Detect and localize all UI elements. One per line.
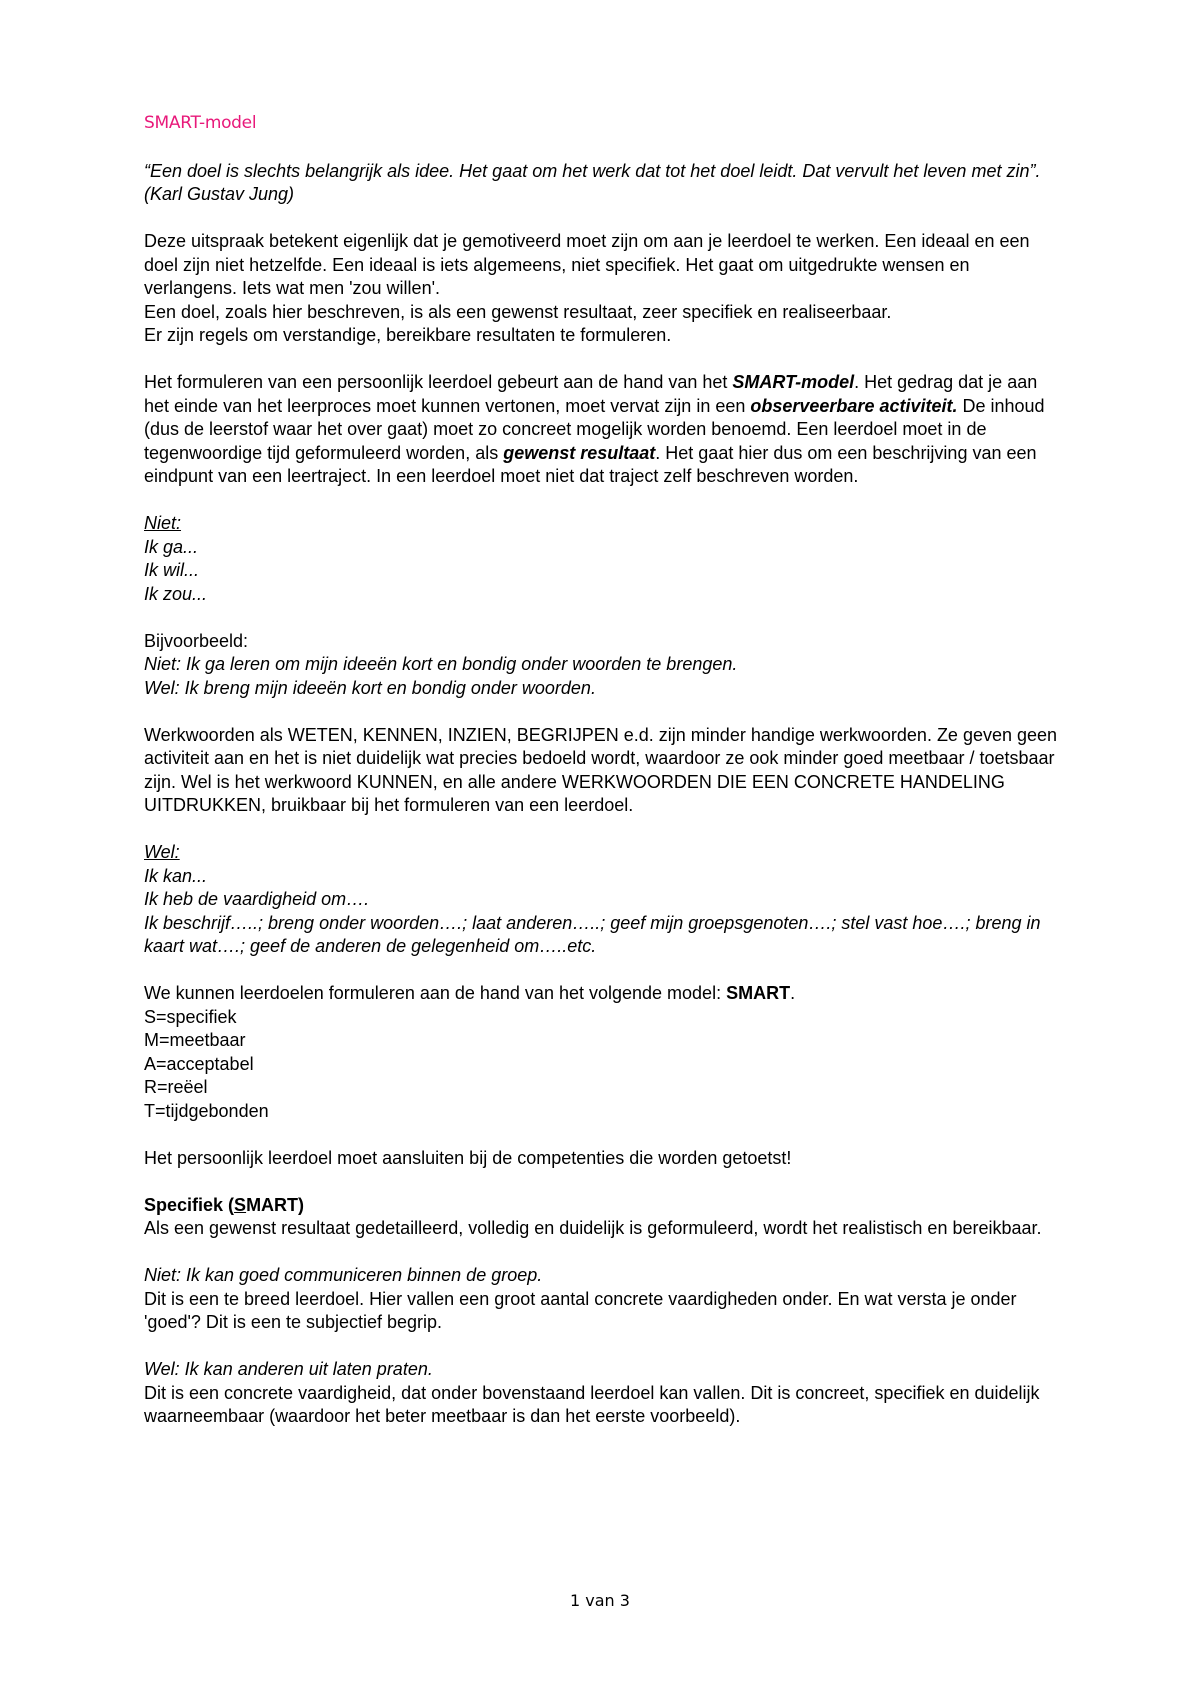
formulate-paragraph: Het formuleren van een persoonlijk leerdoel gebeurt aan de hand van het SMART-model. Het gedrag dat je aan het einde van het leerproces moet kunnen vertonen, moet vervat zijn in een observeerbare activiteit. De inhoud (dus de leerstof waar het over gaat) moet zo concreet mogelijk worden benoemd. Een leerdoel moet in de tegenwoordige tijd geformuleerd worden, als gewenst resultaat. Het gaat hier dus om een beschrijving van een eindpunt van een leertraject. In een leerdoel moet niet dat traject zelf beschreven worden. xyxy=(144,372,1045,486)
smart-model-emphasis: SMART-model xyxy=(732,372,855,392)
example-label: Bijvoorbeeld: xyxy=(144,630,249,651)
quote-text: “Een doel is slechts belangrijk als idee. Het gaat om het werk dat tot het doel leidt. Dat vervult het leven met zin”. xyxy=(144,160,1041,181)
niet-item: Ik zou... xyxy=(144,583,208,604)
page-number: 1 van 3 xyxy=(570,1591,630,1610)
specifiek-wel: Wel: Ik kan anderen uit laten praten. xyxy=(144,1359,433,1379)
smart-intro: We kunnen leerdoelen formuleren aan de hand van het volgende model: SMART. xyxy=(144,983,796,1003)
page-content xyxy=(144,112,1064,1429)
wel-heading: Wel: xyxy=(144,842,180,862)
niet-item: Ik wil... xyxy=(144,560,200,580)
gewenst-resultaat-emphasis: gewenst resultaat xyxy=(503,442,656,463)
document-title: SMART-model xyxy=(144,113,257,133)
specifiek-niet-explanation: Dit is een te breed leerdoel. Hier vallen een groot aantal concrete vaardigheden onder. En wat versta je onder 'goed'? Dit is een te subjectief begrip. xyxy=(144,1288,1017,1332)
specifiek-niet: Niet: Ik kan goed communiceren binnen de groep. xyxy=(144,1265,543,1285)
smart-item: A=acceptabel xyxy=(144,1053,254,1074)
verbs-paragraph: Werkwoorden als WETEN, KENNEN, INZIEN, BEGRIJPEN e.d. zijn minder handige werkwoorden. Ze geven geen activiteit aan en het is niet duidelijk wat precies bedoeld wordt, waardoor ze ook minder goed meetbaar / toetsbaar zijn. Wel is het werkwoord KUNNEN, en alle andere WERKWOORDEN DIE EEN CONCRETE HANDELING UITDRUKKEN, bruikbaar bij het formuleren van een leerdoel. xyxy=(144,724,1058,815)
specifiek-heading: Specifiek (SMART) xyxy=(144,1194,305,1215)
competenties-paragraph: Het persoonlijk leerdoel moet aansluiten bij de competenties die worden getoetst! xyxy=(144,1147,792,1168)
intro-paragraph-3: Er zijn regels om verstandige, bereikbare resultaten te formuleren. xyxy=(144,325,672,345)
smart-word: SMART xyxy=(726,983,791,1003)
wel-item: Ik beschrijf…..; breng onder woorden….; laat anderen…..; geef mijn groepsgenoten….; stel vast hoe….; breng in kaart wat….; geef de anderen de gelegenheid om…..etc. xyxy=(144,912,1041,956)
specifiek-wel-explanation: Dit is een concrete vaardigheid, dat onder bovenstaand leerdoel kan vallen. Dit is concreet, specifiek en duidelijk waarneembaar (waardoor het beter meetbaar is dan het eerste voorbeeld). xyxy=(144,1382,1040,1426)
smart-item: R=reëel xyxy=(144,1077,208,1097)
smart-item: M=meetbaar xyxy=(144,1030,246,1050)
smart-item: S=specifiek xyxy=(144,1006,237,1027)
quote-author: (Karl Gustav Jung) xyxy=(144,184,295,204)
niet-item: Ik ga... xyxy=(144,536,199,557)
smart-item: T=tijdgebonden xyxy=(144,1100,269,1121)
intro-paragraph-2: Een doel, zoals hier beschreven, is als een gewenst resultaat, zeer specifiek en realiseerbaar. xyxy=(144,301,892,322)
example-niet: Niet: Ik ga leren om mijn ideeën kort en bondig onder woorden te brengen. xyxy=(144,654,738,674)
niet-heading: Niet: xyxy=(144,513,182,533)
observeerbare-activiteit-emphasis: observeerbare activiteit. xyxy=(750,395,958,416)
wel-item: Ik kan... xyxy=(144,865,208,886)
intro-paragraph-1: Deze uitspraak betekent eigenlijk dat je gemotiveerd moet zijn om aan je leerdoel te werken. Een ideaal en een doel zijn niet hetzelfde. Een ideaal is iets algemeens, niet specifiek. Het gaat om uitgedrukte wensen en verlangens. Iets wat men 'zou willen'. xyxy=(144,231,1030,298)
wel-item: Ik heb de vaardigheid om…. xyxy=(144,889,370,909)
example-wel: Wel: Ik breng mijn ideeën kort en bondig onder woorden. xyxy=(144,677,596,698)
specifiek-text: Als een gewenst resultaat gedetailleerd, volledig en duidelijk is geformuleerd, wordt het realistisch en bereikbaar. xyxy=(144,1218,1042,1238)
